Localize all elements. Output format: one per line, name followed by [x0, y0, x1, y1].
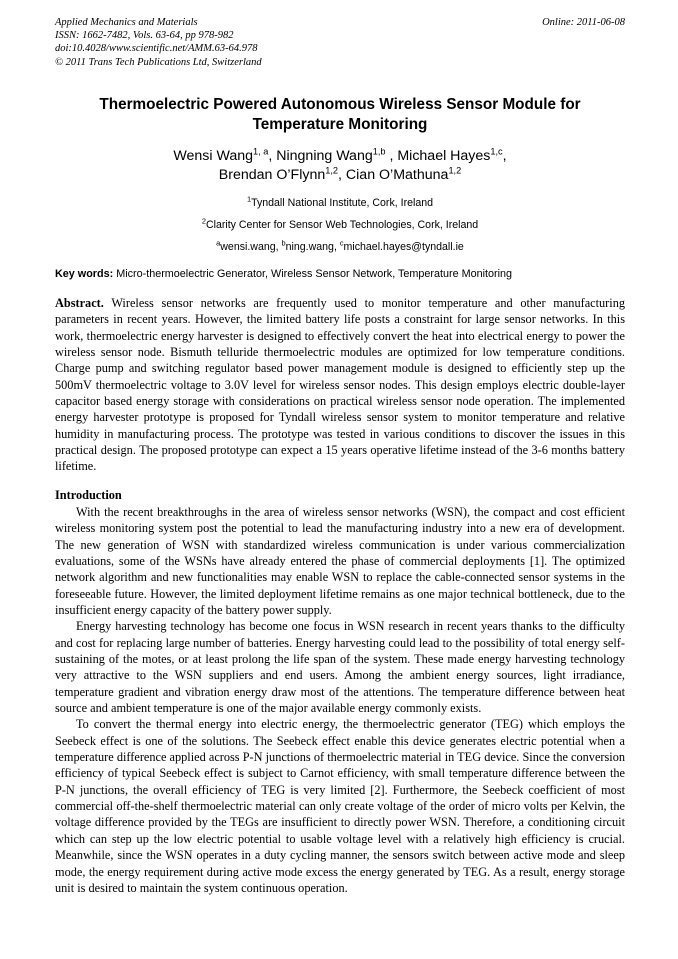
affiliation-marker: 2: [201, 216, 206, 226]
author: [397, 148, 506, 164]
affiliation-marker: 1: [246, 194, 252, 204]
author-separator: ,: [338, 167, 346, 184]
introduction-paragraph-1: With the recent breakthroughs in the area of wireless sensor networks (WSN), the compact and cost efficient wireless monitoring system post the potential to lead the manufacturing industry into a new era of development. The new generation of WSN with standardized wireless communication is under various commercialization evaluations, some of the WSNs have already entered the phase of commercial deployments [1]. The optimized network algorithm and new functionalities may enable WSN to replace the cable-connected sensor systems in the foreseeable future. However, the limited deployment lifetime remains as one major technical bottleneck, due to the insufficient energy capacity of the battery power supply.: [55, 504, 625, 617]
page-title: Thermoelectric Powered Autonomous Wireless Sensor Module for Temperature Monitoring: [99, 95, 581, 133]
author-affiliation-marker: 1,c: [490, 146, 503, 157]
email-text: ning.wang,: [285, 240, 340, 253]
abstract-text: Wireless sensor networks are frequently used to monitor temperature and other manufacturing parameters in recent years. However, the limited battery life posts a constraint for large sensor networks. In this work, thermoelectric energy harvester is designed to effectively convert the heat into electrical energy to power the wireless sensor node. Bismuth telluride thermoelectric modules are optimized for low temperature conditions. Charge pump and switching regulator based power management module is designed to efficiently step up the 500mV thermoelectric voltage to 3.0V level for wireless sensor nodes. This design employs electric double-layer capacitor based energy storage with considerations on practical wireless sensor node operation. The implemented energy harvester prototype is proposed for Tyndall wireless sensor system to monitor temperature and relative humidity in manufacturing process. The prototype was tested in various conditions to discover the issues in this practical design. The proposed prototype can expect a 15 years operative lifetime instead of the 3-6 months battery lifetime.: [55, 295, 625, 474]
author-separator: ,: [385, 147, 398, 164]
journal-doi: doi:10.4028/www.scientific.net/AMM.63-64.978: [55, 43, 258, 55]
introduction-paragraph-2: Energy harvesting technology has become one focus in WSN research in recent years thanks to the difficulty and cost for replacing large number of batteries. Energy harvesting could lead to the possibility of total energy self-sustaining of the motes, or at least prolong the life span of the system. These made energy harvesting technology very attractive to the WSN suppliers and end users. Among the ambient energy sources, light irradiance, temperature gradient and vibration energy draw most of the attentions. The temperature difference between heat source and ambient temperature is one of the major available energy commonly exists.: [55, 619, 625, 716]
author-name: Brendan O’Flynn: [218, 167, 326, 184]
author-affiliation-marker: 1,b: [372, 146, 386, 157]
email-text: michael.hayes@tyndall.ie: [343, 240, 464, 253]
author: [276, 148, 397, 164]
author: [219, 167, 346, 183]
keywords-label: Key words:: [55, 267, 114, 280]
author-name: Wensi Wang: [173, 147, 254, 164]
email-text: wensi.wang,: [220, 240, 282, 253]
author-affiliation-marker: 1,2: [325, 165, 339, 176]
introduction-paragraph-3: To convert the thermal energy into electric energy, the thermoelectric generator (TEG) which employs the Seebeck effect is one of the solutions. The Seebeck effect enable this device generates electric potential when a temperature difference applied across P-N junctions of thermoelectric material in TEG device. Since the conversion efficiency of typical Seebeck effect is subject to Carnot efficiency, with small temperature difference between the P-N junctions, the overall efficiency of TEG is very limited [2]. Furthermore, the Seebeck coefficient of most commercial off-the-shelf thermoelectric material can only create voltage of the order of micro volts per Kelvin, the voltage difference provided by the TEGs are insufficient to directly power WSN. Therefore, a conditioning circuit which can step up the low electric potential to usable voltage level with a relatively high efficiency is crucial. Meanwhile, since the WSN operates in a duty cycling manner, the sensors switch between active mode and sleep mode, the energy requirement during active mode excess the energy generated by TEG. As a result, energy storage unit is desired to maintain the system continuous operation.: [55, 717, 625, 895]
section-heading-introduction: Introduction: [55, 487, 122, 502]
affiliation-1: [55, 196, 625, 211]
affiliation-text: Tyndall National Institute, Cork, Ireland: [251, 196, 434, 209]
email-marker: b: [281, 238, 286, 248]
author-name: Ningning Wang: [276, 147, 373, 164]
keywords-value: Micro-thermoelectric Generator, Wireless Sensor Network, Temperature Monitoring: [113, 267, 513, 280]
journal-issn: ISSN: 1662-7482, Vols. 63-64, pp 978-982: [55, 30, 234, 42]
author-line-2: [55, 166, 625, 186]
author-separator: ,: [502, 147, 507, 164]
author-list: [55, 147, 625, 186]
author-affiliation-marker: 1,2: [448, 165, 462, 176]
author: [173, 148, 276, 164]
email-marker: c: [339, 238, 344, 248]
author-line-1: [55, 147, 625, 167]
author-name: Michael Hayes: [397, 147, 491, 164]
author: [346, 167, 461, 183]
email-marker: a: [216, 238, 221, 248]
author-separator: ,: [268, 147, 277, 164]
keywords: [55, 267, 625, 282]
journal-name: Applied Mechanics and Materials: [55, 17, 198, 28]
online-publication-date: Online: 2011-06-08: [542, 17, 625, 28]
paper-page: [55, 16, 625, 896]
journal-copyright: © 2011 Trans Tech Publications Ltd, Switzerland: [55, 56, 262, 68]
journal-masthead: [55, 16, 625, 69]
author-affiliation-marker: 1, a: [253, 146, 269, 157]
abstract: [55, 295, 625, 475]
affiliation-text: Clarity Center for Sensor Web Technologies, Cork, Ireland: [205, 218, 479, 231]
affiliation-2: [55, 218, 625, 233]
abstract-label: Abstract.: [55, 295, 104, 310]
author-name: Cian O’Mathuna: [345, 167, 449, 184]
author-emails: [55, 240, 625, 255]
